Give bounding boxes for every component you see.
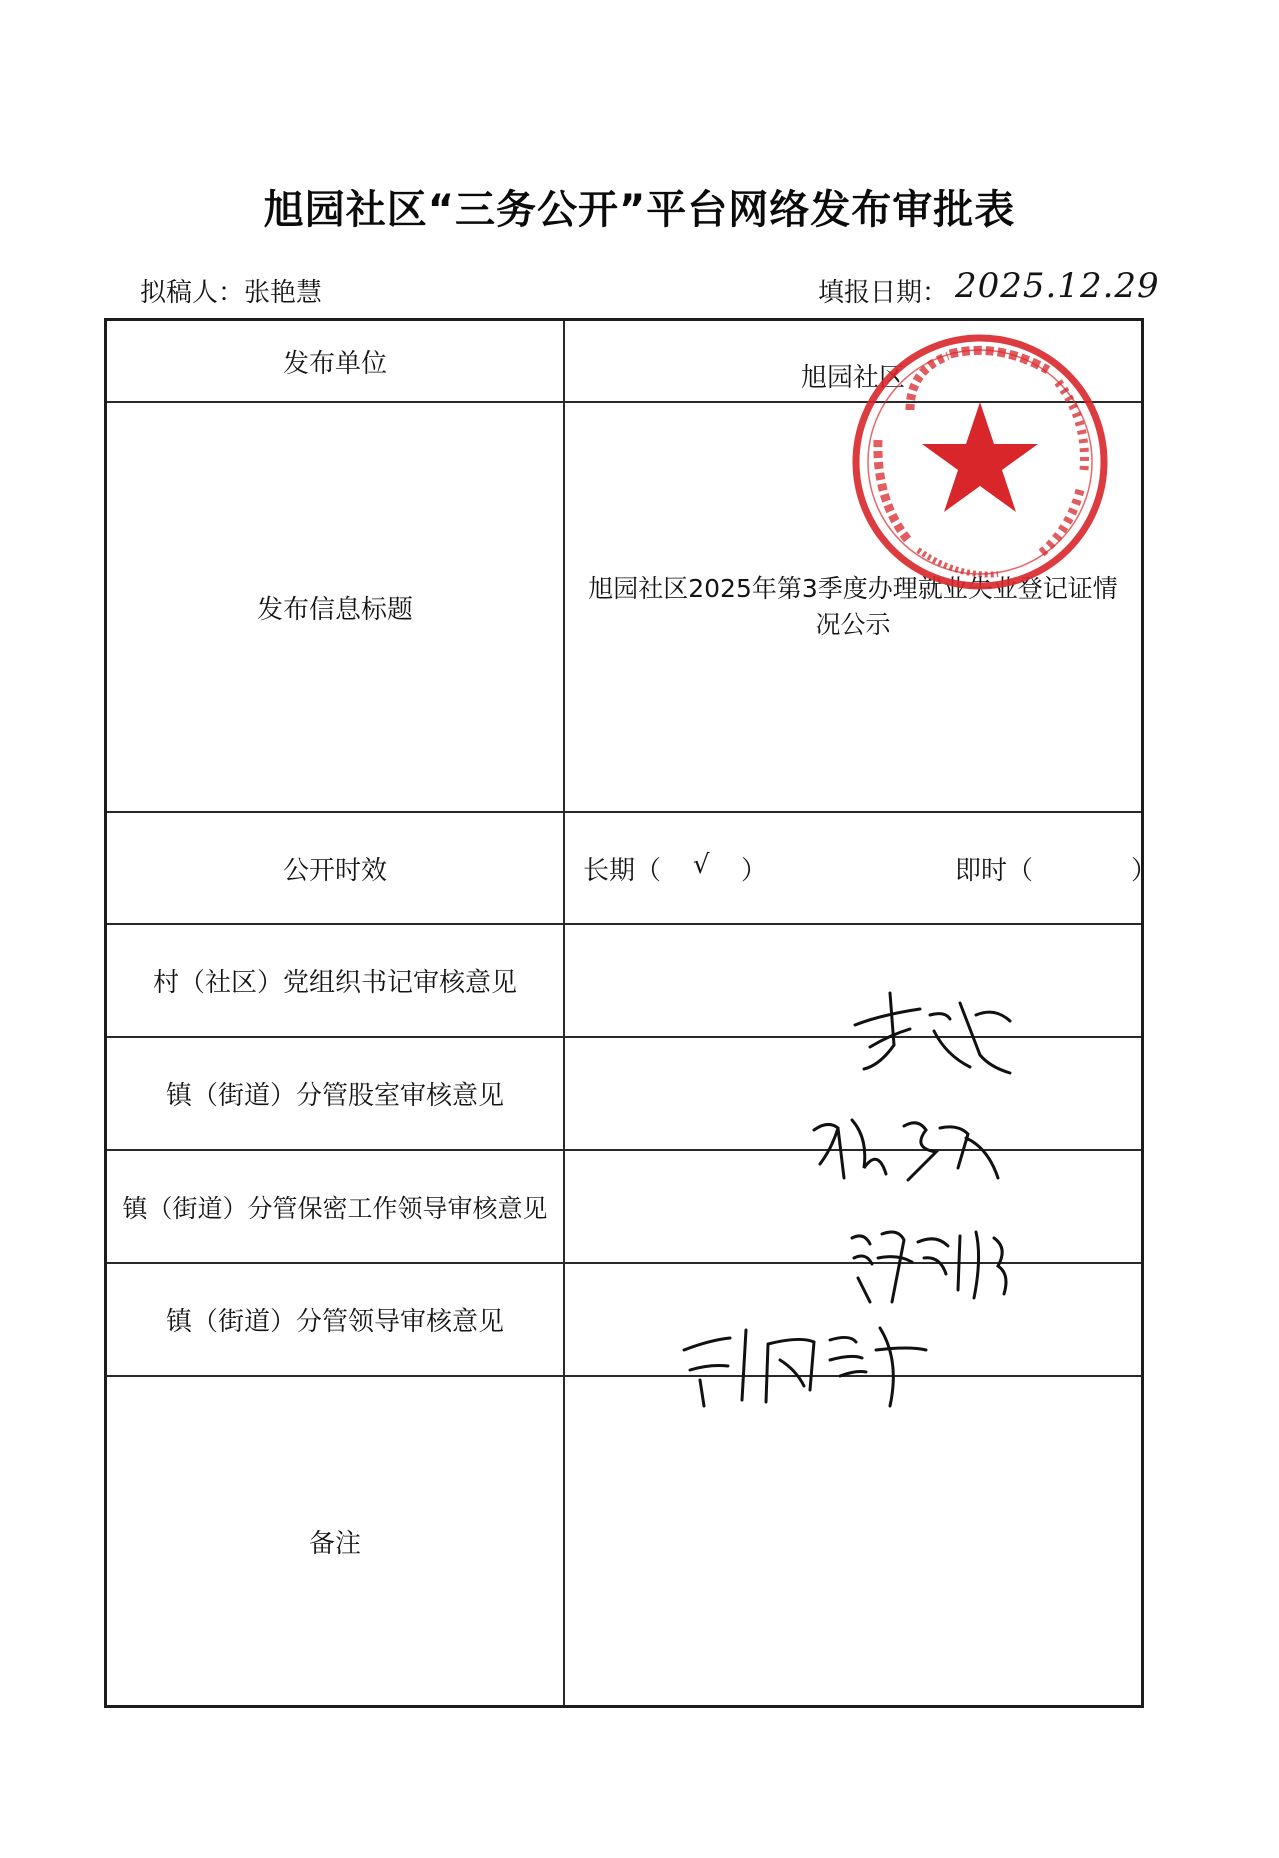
info-title-label: 发布信息标题 [107, 403, 565, 811]
leader-signature [680, 1320, 930, 1410]
public-period-label: 公开时效 [107, 813, 565, 923]
drafter [140, 272, 322, 309]
leader-review-label: 镇（街道）分管领导审核意见 [107, 1264, 565, 1375]
info-title-value: 旭园社区2025年第3季度办理就业失业登记证情况公示 [588, 574, 1118, 639]
secretary-review-label: 村（社区）党组织书记审核意见 [107, 925, 565, 1036]
drafter-label: 拟稿人： [140, 278, 245, 308]
publish-unit-value: 旭园社区 [800, 363, 905, 393]
instant-label: 即时（ [955, 856, 1034, 886]
official-stamp [848, 330, 1112, 594]
secretary-signature [850, 985, 1020, 1075]
row-public-period [107, 811, 1158, 923]
security-signature [848, 1218, 1028, 1308]
long-term-checkmark: √ [693, 850, 710, 880]
office-signature [808, 1108, 1008, 1188]
long-term-label: 长期（ [583, 856, 662, 886]
public-period-options [565, 813, 1158, 923]
remarks-label: 备注 [107, 1377, 565, 1705]
long-term-close: ） [741, 856, 768, 886]
security-review-label: 镇（街道）分管保密工作领导审核意见 [107, 1151, 565, 1262]
drafter-name: 张艳慧 [244, 278, 323, 308]
remarks-value [565, 1377, 1141, 1705]
office-review-label: 镇（街道）分管股室审核意见 [107, 1038, 565, 1149]
publish-unit-label: 发布单位 [107, 321, 565, 401]
form-title: 旭园社区“三务公开”平台网络发布审批表 [263, 187, 1016, 233]
row-remarks [107, 1375, 1141, 1705]
instant-close: ） [1131, 856, 1158, 886]
fill-date-handwritten: 2025.12.29 [955, 266, 1160, 306]
fill-date-label: 填报日期： [818, 278, 949, 308]
